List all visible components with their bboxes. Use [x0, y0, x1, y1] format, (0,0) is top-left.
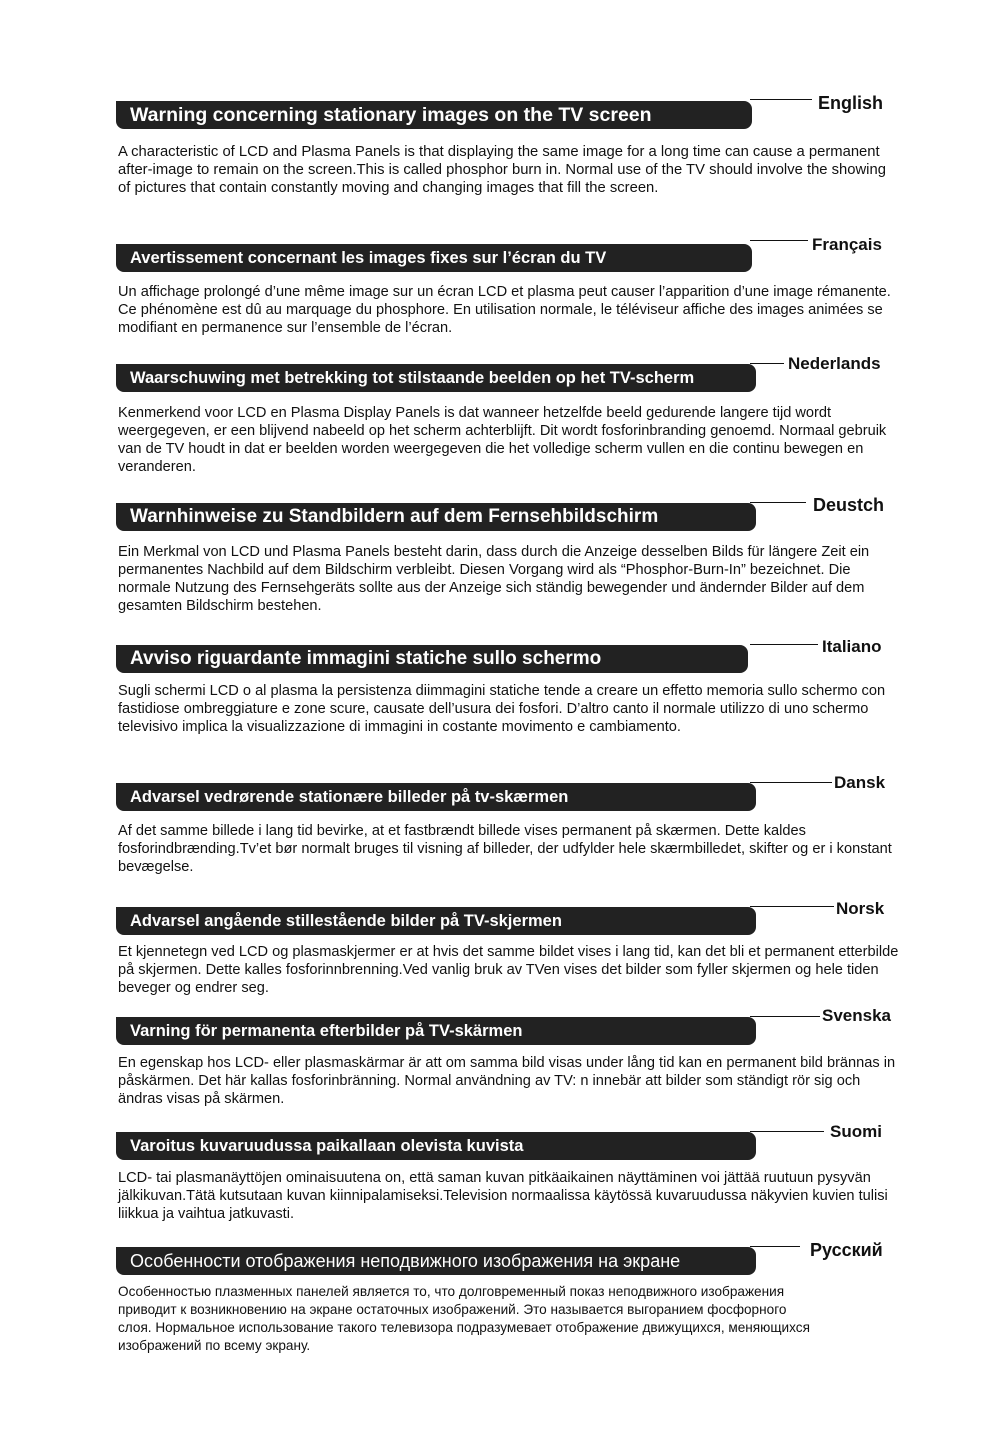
language-label: Dansk	[834, 773, 886, 792]
language-rule	[750, 502, 806, 503]
section-body: Kenmerkend voor LCD en Plasma Display Panels is dat wanneer hetzelfde beeld gedurende langere tijd wordt weergegeven, er een blijvend nabeeld op het scherm achterblijft. Dit wordt fosforinbranding genoemd. Normaal gebruik van de TV houdt in dat er beelden worden weergegeven die het volledige scherm vullen en die continu bewegen en veranderen.	[118, 405, 887, 475]
language-rule	[750, 240, 808, 241]
section-heading: Warnhinweise zu Standbildern auf dem Fernsehbildschirm	[116, 503, 756, 531]
section-heading: Особенности отображения неподвижного изображения на экране	[116, 1247, 756, 1275]
section-body: Ein Merkmal von LCD und Plasma Panels besteht darin, dass durch die Anzeige desselben Bilds für längere Zeit ein permanentes Nachbild auf dem Bildschirm verbleibt. Diesen Vorgang wird als “Phosphor-Burn-In” bezeichnet. Die normale Nutzung des Fernsehgeräts sollte aus der Anzeige sich ständig bewegender und ändernder Bilder auf dem gesamten Bildschirm bestehen.	[118, 544, 870, 614]
language-rule	[750, 906, 834, 907]
section-heading: Varning för permanenta efterbilder på TV-skärmen	[116, 1017, 756, 1045]
language-label: Suomi	[830, 1122, 882, 1141]
language-rule	[750, 782, 832, 783]
section-body: A characteristic of LCD and Plasma Panels is that displaying the same image for a long time can cause a permanent after-image to remain on the screen.This is called phosphor burn in. Normal use of the TV should involve the showing of pictures that contain constantly moving and changing images that fill the screen.	[118, 144, 886, 196]
language-label: Svenska	[822, 1006, 891, 1025]
section-body: En egenskap hos LCD- eller plasmaskärmar är att om samma bild visas under lång tid kan en permanent bild brännas in påskärmen. Det här kallas fosforinbränning. Normal användning av TV: n innebär att bilder som ständigt rör sig och ändras visas på skärmen.	[118, 1055, 896, 1107]
section-body: Af det samme billede i lang tid bevirke, at et fastbrændt billede vises permanent på skærmen. Dette kaldes fosforindbrænding.Tv’et bør normalt bruges til visning af billeder, der udfylder hele skærmbilledet, skifter og er i konstant bevægelse.	[118, 823, 892, 875]
language-label: Deustch	[813, 495, 885, 515]
section-heading: Advarsel vedrørende stationære billeder på tv-skærmen	[116, 783, 756, 811]
section-heading: Waarschuwing met betrekking tot stilstaande beelden op het TV-scherm	[116, 364, 756, 392]
section-body: Et kjennetegn ved LCD og plasmaskjermer er at hvis det samme bildet vises i lang tid, kan det bli et permanent etterbilde på skjermen. Dette kalles fosforinnbrenning.Ved vanlig bruk av TVen vises det bilder som fyller skjermen og hele tiden beveger og endrer seg.	[118, 944, 899, 996]
section-body: Un affichage prolongé d’une même image sur un écran LCD et plasma peut causer l’apparition d’une image rémanente. Ce phénomène est dû au marquage du phosphore. En utilisation normale, le téléviseur affiche des images animées se modifiant en permanence sur l’ensemble de l’écran.	[118, 284, 891, 336]
section-heading: Avertissement concernant les images fixes sur l’écran du TV	[116, 244, 752, 272]
section-heading: Varoitus kuvaruudussa paikallaan olevista kuvista	[116, 1132, 756, 1160]
section-body: Sugli schermi LCD o al plasma la persistenza diimmagini statiche tende a creare un effetto memoria sullo schermo con fastidiose ombreggiature e zone scure, causate dell’usura dei fosfori. D’altro canto il normale utilizzo di uno schermo televisivo implica la visualizzazione di immagini in costante movimento e cambiamento.	[118, 683, 886, 735]
language-label: English	[818, 93, 884, 113]
language-rule	[750, 1131, 824, 1132]
language-rule	[750, 99, 812, 100]
language-rule	[750, 644, 818, 645]
section-heading: Advarsel angående stillestående bilder på TV-skjermen	[116, 907, 756, 935]
language-label: Norsk	[836, 899, 885, 918]
language-rule	[750, 1246, 800, 1247]
section-heading: Avviso riguardante immagini statiche sullo schermo	[116, 645, 748, 673]
language-label: Nederlands	[788, 354, 881, 373]
language-label: Français	[812, 235, 882, 254]
language-label: Русский	[810, 1240, 883, 1260]
section-body: Особенностью плазменных панелей является то, что долговременный показ неподвижного изображения приводит к возникновению на экране остаточных изображений. Это называется выгоранием фосфорного слоя. Нормальное использование такого телевизора подразумевает отображение движущихся, меняющихся изображений по всему экрану.	[118, 1284, 810, 1353]
section-body: LCD- tai plasmanäyttöjen ominaisuutena on, että saman kuvan pitkäaikainen näyttäminen voi jättää ruutuun pysyvän jälkikuvan.Tätä kutsutaan kuvan kiinnipalamiseksi.Television normaalissa käytössä kuvaruudussa näkyvien kuvien tulisi liikkua ja vaihtua jatkuvasti.	[118, 1170, 888, 1222]
section-heading: Warning concerning stationary images on the TV screen	[116, 101, 752, 129]
language-rule	[750, 363, 784, 364]
language-label: Italiano	[822, 637, 882, 656]
language-rule	[750, 1016, 820, 1017]
